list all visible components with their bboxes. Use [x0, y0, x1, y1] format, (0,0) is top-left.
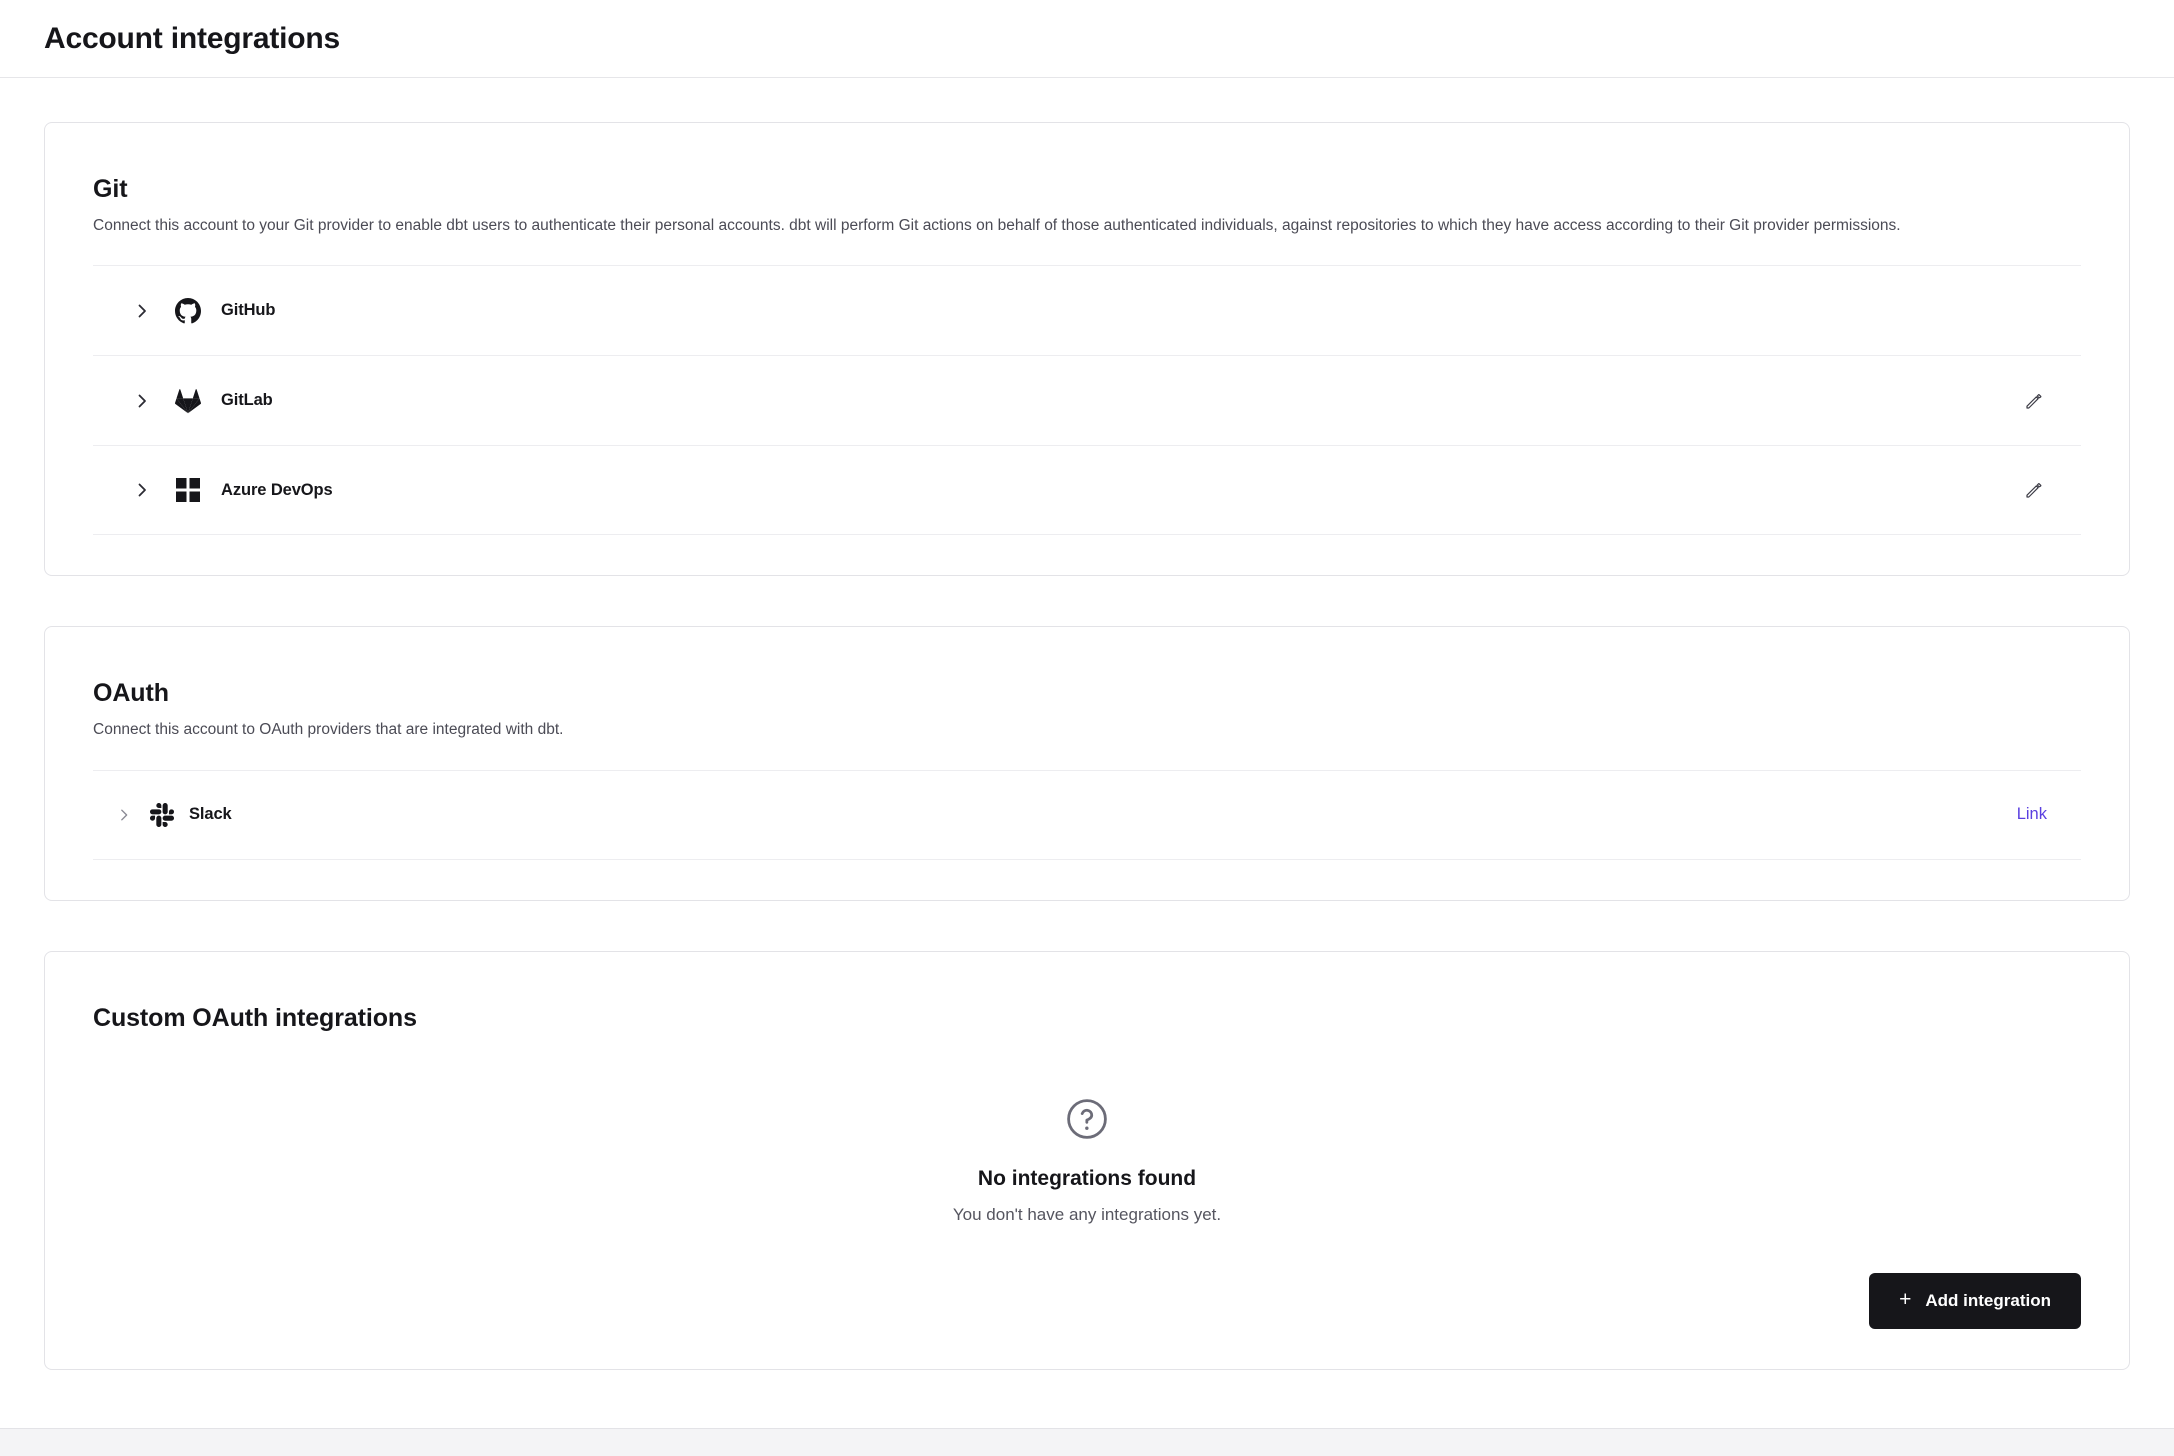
git-provider-row-github[interactable]: [93, 265, 2081, 355]
page-content: [0, 78, 2174, 1370]
azure-devops-icon: [175, 477, 201, 503]
empty-state-subtitle: You don't have any integrations yet.: [952, 1204, 1222, 1224]
oauth-integrations-card: [44, 626, 2130, 900]
git-integrations-card: [44, 122, 2130, 576]
oauth-section-description: Connect this account to OAuth providers that are integrated with dbt.: [93, 721, 564, 739]
custom-oauth-section-title: Custom OAuth integrations: [93, 1003, 417, 1032]
git-section-title: Git: [93, 175, 128, 203]
empty-state: [93, 1043, 2081, 1235]
question-circle-icon: [1063, 1095, 1111, 1143]
git-provider-row-gitlab[interactable]: [93, 355, 2081, 445]
add-integration-label: Add integration: [1925, 1290, 2051, 1310]
edit-pencil-icon[interactable]: [2017, 473, 2051, 507]
slack-icon: [149, 802, 175, 828]
card-actions: [93, 1273, 2081, 1329]
oauth-provider-name: Slack: [189, 805, 232, 823]
github-icon: [175, 298, 201, 324]
page-title: Account integrations: [44, 21, 341, 55]
plus-icon: +: [1899, 1288, 1912, 1311]
chevron-right-icon[interactable]: [131, 300, 153, 322]
git-provider-name: Azure DevOps: [221, 480, 333, 499]
git-provider-row-azure-devops[interactable]: [93, 445, 2081, 535]
oauth-provider-row-slack[interactable]: [93, 770, 2081, 860]
gitlab-icon: [175, 388, 201, 414]
git-section-description: Connect this account to your Git provider to enable dbt users to authenticate their personal accounts. dbt will perform Git actions on behalf of those authenticated individuals, against repositories to which they have access according to their Git provider permissions.: [93, 217, 1901, 234]
chevron-right-icon[interactable]: [113, 804, 135, 826]
git-provider-name: GitLab: [221, 391, 273, 410]
git-provider-list: [93, 265, 2081, 535]
oauth-section-title: OAuth: [93, 679, 169, 708]
bottom-strip: [0, 1428, 2174, 1456]
add-integration-button[interactable]: [1869, 1273, 2081, 1329]
oauth-provider-list: [93, 770, 2081, 860]
edit-pencil-icon[interactable]: [2017, 384, 2051, 418]
empty-state-title: No integrations found: [977, 1166, 1197, 1190]
page-header: [0, 0, 2174, 78]
slack-link-action[interactable]: Link: [2016, 805, 2047, 823]
git-provider-name: GitHub: [221, 301, 276, 320]
custom-oauth-integrations-card: [44, 951, 2130, 1370]
chevron-right-icon[interactable]: [131, 390, 153, 412]
chevron-right-icon[interactable]: [131, 479, 153, 501]
